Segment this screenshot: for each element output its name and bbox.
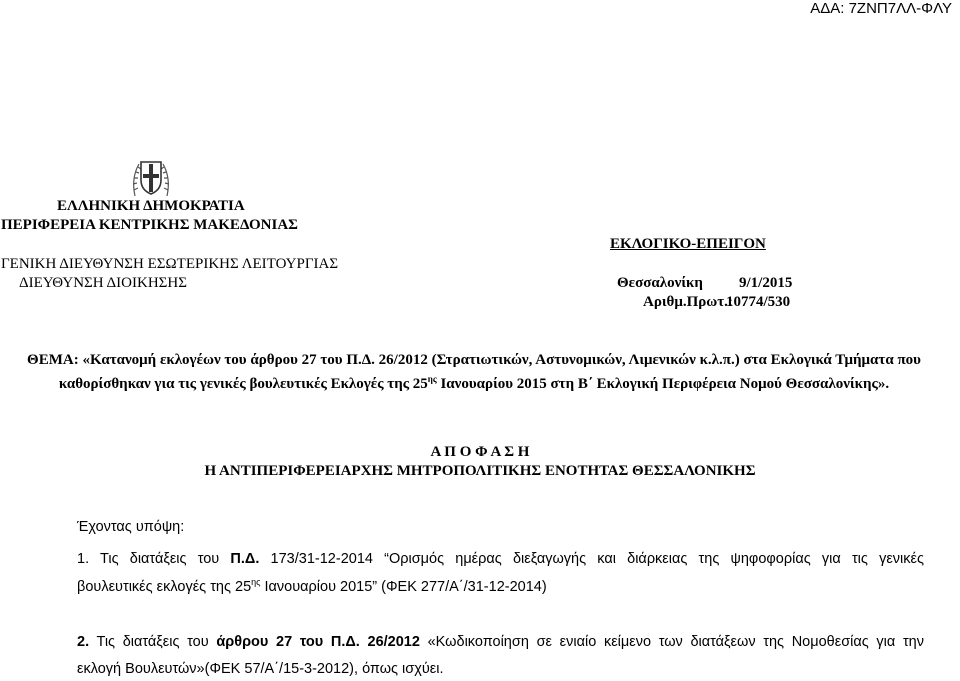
ada-code: ΑΔΑ: 7ΖΝΠ7ΛΛ-ΦΛΥ: [810, 0, 952, 17]
subject-text-1: ΘΕΜΑ: «Κατανομή εκλογέων του άρθρου 27 του Π.Δ. 26/2012 (Στρατιωτικών, Αστυνομικών, Λιμενικών κ.λ.π.) στα Εκλογικά Τμήματα που καθορίσθηκαν για τις γενικές βουλευτικές Εκλογές της 25: [27, 352, 921, 392]
header-line-4: ΔΙΕΥΘΥΝΣΗ ΔΙΟΙΚΗΣΗΣ: [19, 275, 187, 291]
item-2-line-2: εκλογή Βουλευτών»(ΦΕΚ 57/Α΄/15-3-2012), όπως ισχύει.: [77, 661, 444, 677]
item-1-pd: Π.Δ.: [230, 551, 260, 567]
item-2-number: 2.: [77, 634, 90, 650]
item-2-bold: άρθρου 27 του Π.Δ. 26/2012: [216, 634, 420, 650]
decision-authority: Η ΑΝΤΙΠΕΡΙΦΕΡΕΙΑΡΧΗΣ ΜΗΤΡΟΠΟΛΙΤΙΚΗΣ ΕΝΟΤΗΤΑΣ ΘΕΣΣΑΛΟΝΙΚΗΣ: [204, 463, 756, 479]
item-1-rest: 173/31-12-2014 “Ορισμός ημέρας διεξαγωγής και διάρκειας της ψηφοφορίας για τις γενικές: [259, 551, 924, 567]
item-2-line-1: [77, 634, 924, 650]
item-2-rest: «Κωδικοποίηση σε ενιαίο κείμενο των διατάξεων της Νομοθεσίας για την: [419, 634, 924, 650]
header-line-1: ΕΛΛΗΝΙΚΗ ΔΗΜΟΚΡΑΤΙΑ: [57, 198, 245, 214]
item-1-line-2: [77, 579, 547, 595]
city: Θεσσαλονίκη: [617, 275, 703, 291]
item-2-pre: Τις διατάξεις του: [96, 634, 217, 650]
decision-title: Α Π Ο Φ Α Σ Η: [430, 444, 530, 460]
subject-paragraph: [24, 348, 924, 396]
header-line-3: ΓΕΝΙΚΗ ΔΙΕΥΘΥΝΣΗ ΕΣΩΤΕΡΙΚΗΣ ΛΕΙΤΟΥΡΓΙΑΣ: [1, 256, 339, 272]
item-1-line-2-pre: βουλευτικές εκλογές της 25: [77, 579, 252, 595]
urgent-label: ΕΚΛΟΓΙΚΟ-ΕΠΕΙΓΟΝ: [610, 236, 766, 252]
greek-coat-of-arms-icon: [129, 156, 173, 200]
item-1-line-1: [77, 551, 924, 567]
item-1-line-2-post: Ιανουαρίου 2015” (ΦΕΚ 277/Α΄/31-12-2014): [260, 579, 547, 595]
item-1-number: 1.: [77, 551, 90, 567]
protocol-number: 10774/530: [726, 294, 791, 310]
date: 9/1/2015: [739, 275, 793, 291]
item-1-pre: Τις διατάξεις του: [100, 551, 231, 567]
subject-superscript: ης: [427, 374, 437, 384]
header-line-2: ΠΕΡΙΦΕΡΕΙΑ ΚΕΝΤΡΙΚΗΣ ΜΑΚΕΔΟΝΙΑΣ: [1, 217, 298, 233]
item-1-superscript: ης: [251, 577, 261, 588]
subject-text-2: Ιανουαρίου 2015 στη Β΄ Εκλογική Περιφέρεια Νομού Θεσσαλονίκης».: [436, 376, 890, 392]
considering-label: Έχοντας υπόψη:: [77, 519, 185, 535]
protocol-label: Αριθμ.Πρωτ.:: [643, 294, 733, 310]
